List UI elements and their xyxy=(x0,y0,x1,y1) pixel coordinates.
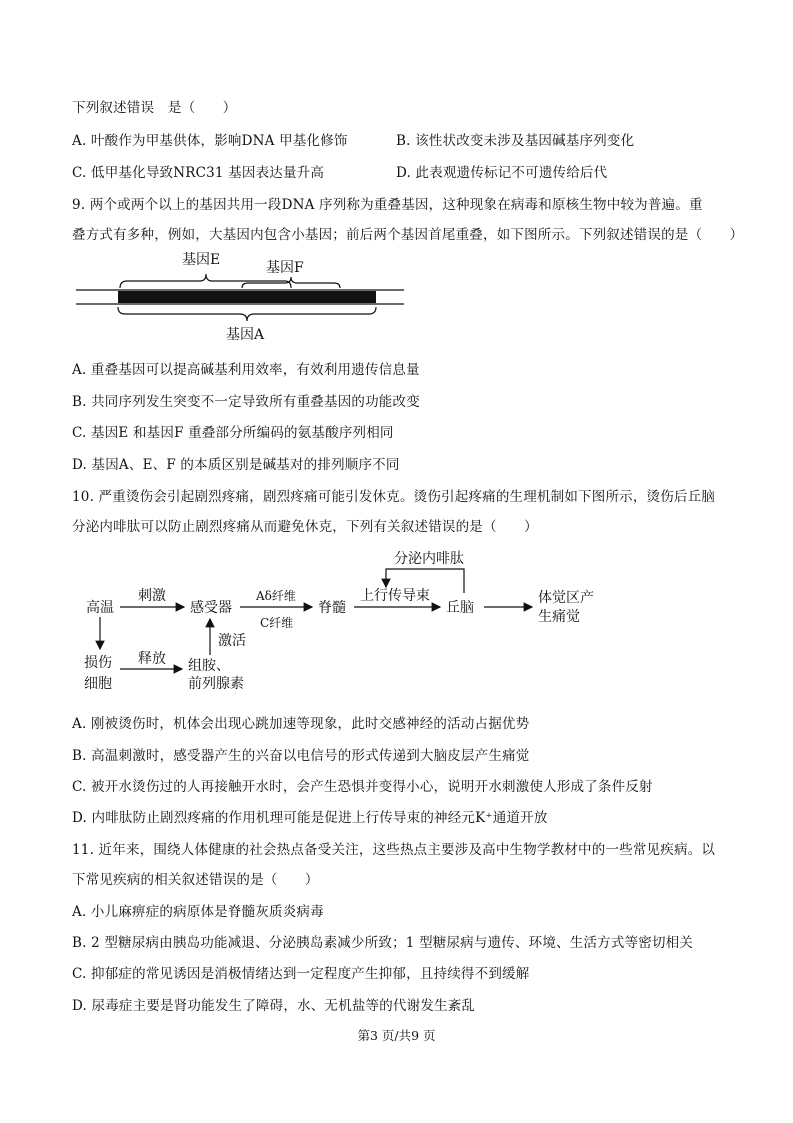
gene-a-label: 基因A xyxy=(226,327,265,342)
gene-f-label: 基因F xyxy=(266,260,304,276)
q10-stem-line2: 分泌内啡肽可以防止剧烈疼痛从而避免休克，下列有关叙述错误的是（ ） xyxy=(72,519,538,535)
q10-option-d: D. 内啡肽防止剧烈疼痛的作用机理可能是促进上行传导束的神经元K⁺通道开放 xyxy=(72,810,548,826)
gene-e-label: 基因E xyxy=(182,252,221,268)
thalamus-node: 丘脑 xyxy=(446,600,474,616)
endorphin-label: 分泌内啡肽 xyxy=(394,551,464,567)
q9-option-d: D. 基因A、E、F 的本质区别是碱基对的排列顺序不同 xyxy=(72,457,400,473)
cortex-node-line2: 生痛觉 xyxy=(538,609,580,625)
activate-label: 激活 xyxy=(218,633,246,649)
stimulate-label: 刺激 xyxy=(138,588,166,604)
page-footer: 第3 页/共9 页 xyxy=(357,1028,436,1043)
q11-option-c: C. 抑郁症的常见诱因是消极情绪达到一定程度产生抑郁，且持续得不到缓解 xyxy=(72,966,530,982)
q11-option-a: A. 小儿麻痹症的病原体是脊髓灰质炎病毒 xyxy=(72,904,324,920)
q11-option-b: B. 2 型糖尿病由胰岛功能减退、分泌胰岛素减少所致；1 型糖尿病与遗传、环境、生活方式等密切相关 xyxy=(72,935,694,951)
damaged-cell-node-line1: 损伤 xyxy=(84,655,112,671)
q9-stem-line1: 9. 两个或两个以上的基因共用一段DNA 序列称为重叠基因，这种现象在病毒和原核生物中较为普遍。重 xyxy=(72,197,703,213)
q11-stem-line2: 下常见疾病的相关叙述错误的是（ ） xyxy=(72,872,319,888)
gene-a-brace xyxy=(118,307,376,321)
ascending-tract-label: 上行传导束 xyxy=(360,588,430,604)
q9-stem-line2: 叠方式有多种，例如，大基因内包含小基因；前后两个基因首尾重叠，如下图所示。下列叙述错误的是（ ） xyxy=(72,227,744,243)
q9-option-b: B. 共同序列发生突变不一定导致所有重叠基因的功能改变 xyxy=(72,394,420,410)
q10-stem-line1: 10. 严重烫伤会引起剧烈疼痛，剧烈疼痛可能引发休克。烫伤引起疼痛的生理机制如下图所示，烫伤后丘脑 xyxy=(72,489,716,505)
q8-option-c: C. 低甲基化导致NRC31 基因表达量升高 xyxy=(72,165,325,181)
q10-option-b: B. 高温刺激时，感受器产生的兴奋以电信号的形式传递到大脑皮层产生痛觉 xyxy=(72,748,530,764)
q9-option-c: C. 基因E 和基因F 重叠部分所编码的氨基酸序列相同 xyxy=(72,425,394,441)
gene-e-brace xyxy=(120,274,291,288)
q11-stem-line1: 11. 近年来，围绕人体健康的社会热点备受关注，这些热点主要涉及高中生物学教材中的一些常见疾病。以 xyxy=(72,842,716,858)
q8-option-b: B. 该性状改变未涉及基因碱基序列变化 xyxy=(396,133,635,149)
c-fiber-label: C纤维 xyxy=(260,616,294,630)
q8-option-d: D. 此表观遗传标记不可遗传给后代 xyxy=(396,165,608,181)
q10-option-a: A. 刚被烫伤时，机体会出现心跳加速等现象，此时交感神经的活动占据优势 xyxy=(72,716,530,732)
histamine-node-line2: 前列腺素 xyxy=(188,676,244,692)
q8-option-a: A. 叶酸作为甲基供体，影响DNA 甲基化修饰 xyxy=(72,133,348,149)
gene-a-bar xyxy=(118,291,376,303)
receptor-node: 感受器 xyxy=(190,600,232,616)
q11-option-d: D. 尿毒症主要是肾功能发生了障碍，水、无机盐等的代谢发生紊乱 xyxy=(72,998,476,1014)
q8-stem: 下列叙述错误 是（ ） xyxy=(72,100,237,116)
damaged-cell-node-line2: 细胞 xyxy=(84,676,112,692)
overlapping-gene-diagram xyxy=(70,250,410,342)
a-delta-fiber-label: Aδ纤维 xyxy=(256,589,296,603)
pain-mechanism-flowchart xyxy=(80,545,620,695)
q9-option-a: A. 重叠基因可以提高碱基利用效率，有效利用遗传信息量 xyxy=(72,362,420,378)
histamine-node-line1: 组胺、 xyxy=(188,658,230,674)
cortex-node-line1: 体觉区产 xyxy=(538,590,594,606)
high-temp-node: 高温 xyxy=(86,600,114,616)
spinal-cord-node: 脊髓 xyxy=(318,600,346,616)
q10-option-c: C. 被开水烫伤过的人再接触开水时，会产生恐惧并变得小心，说明开水刺激使人形成了条件反射 xyxy=(72,779,653,795)
release-label: 释放 xyxy=(138,651,166,667)
